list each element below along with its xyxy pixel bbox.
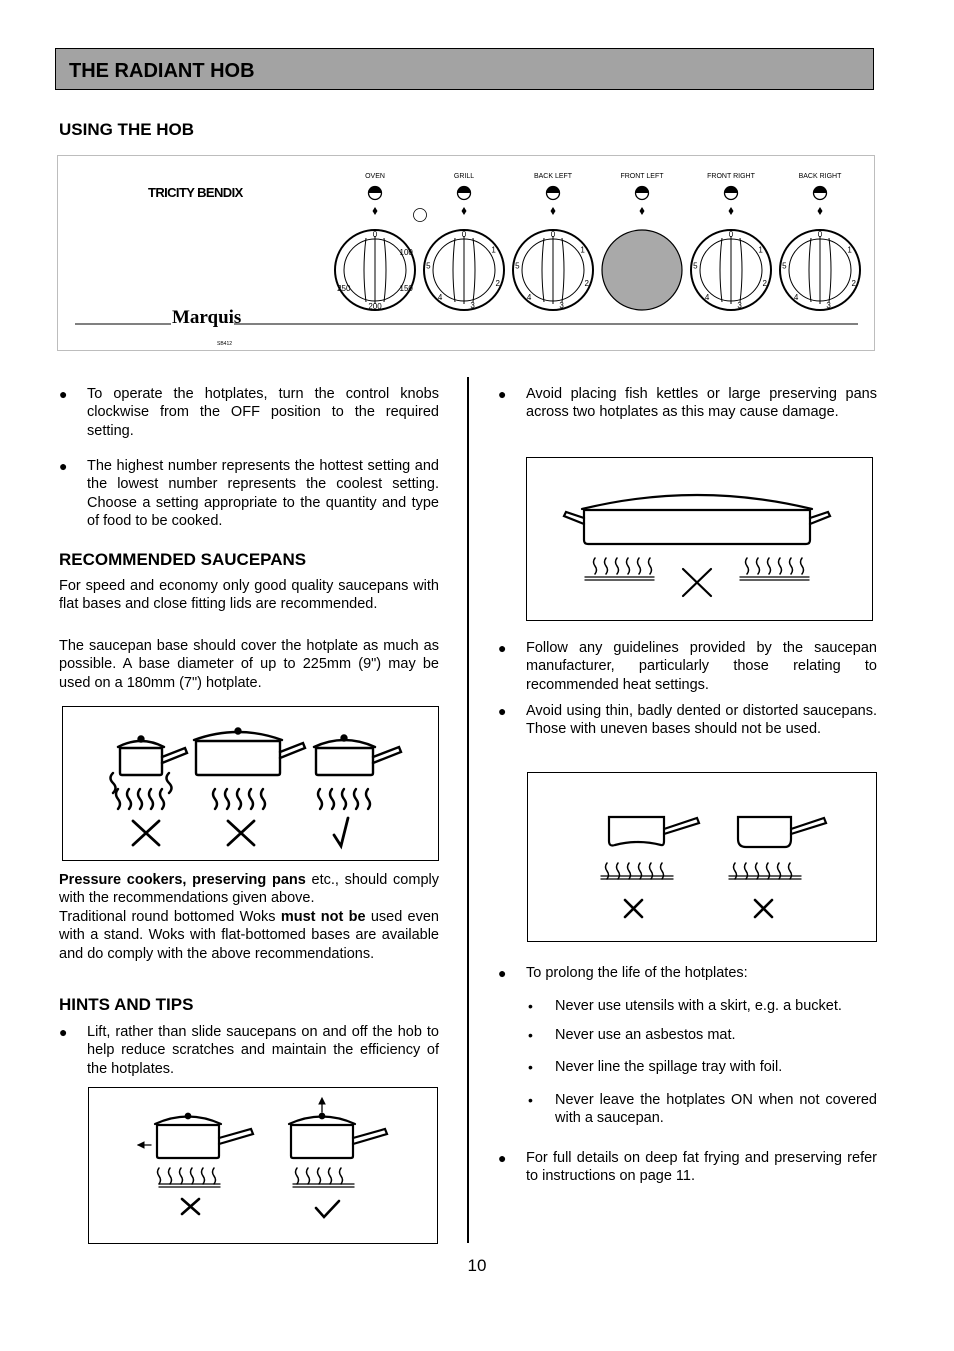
knob-label: BACK RIGHT (798, 173, 842, 180)
bullet-dot: ● (498, 640, 507, 656)
brand-logo: TRICITY BENDIX (148, 185, 243, 200)
bullet-dot: ● (498, 386, 507, 402)
control-panel-illustration (57, 155, 875, 351)
knob-mark: 4 (704, 292, 710, 302)
knob-mark: 4 (526, 292, 532, 302)
bullet-text: Avoid using thin, badly dented or distorted saucepans. Those with uneven bases should not be used. (526, 703, 877, 738)
bullet-highest-number (59, 457, 439, 531)
bullet-text: For full details on deep fat frying and preserving refer to instructions on page 11. (526, 1150, 877, 1185)
title-bar (55, 48, 874, 90)
knob-mark: 4 (793, 292, 799, 302)
bullet-dot: ● (59, 1024, 68, 1040)
knob-mark: 3 (559, 301, 564, 310)
rec-paragraph-1: For speed and economy only good quality saucepans with flat bases and close fitting lids are recommended. (59, 578, 439, 613)
control-panel-drawing (58, 156, 876, 352)
bullet-lift-saucepans (59, 1023, 439, 1078)
sub-bullet-foil (528, 1058, 877, 1076)
knob-mark: 4 (437, 292, 443, 302)
figure-distorted-saucepans-drawing (528, 773, 878, 943)
knob-mark: 5 (782, 261, 787, 271)
knob-mark: 2 (851, 278, 856, 288)
hotplate-symbol-fill (547, 187, 560, 194)
figure-fish-kettle-drawing (527, 458, 874, 622)
sub-bullet-text: Never leave the hotplates ON when not covered with a saucepan. (555, 1092, 877, 1127)
hotplate-symbol-fill (725, 187, 738, 194)
sub-bullet-skirt (528, 997, 877, 1015)
sub-bullet-asbestos (528, 1026, 877, 1044)
heading-recommended-saucepans: RECOMMENDED SAUCEPANS (59, 550, 307, 569)
knob-label: OVEN (365, 173, 385, 180)
bullet-follow-guidelines (498, 639, 877, 694)
knob-mark: 2 (762, 278, 767, 288)
bullet-full-details (498, 1149, 877, 1186)
knob-mark: 1 (758, 245, 763, 255)
knob-mark: 250 (337, 284, 351, 293)
bullet-text: Follow any guidelines provided by the saucepan manufacturer, particularly those relating to recommended heat settings. (526, 640, 877, 693)
model-logo: Marquis (172, 307, 242, 328)
sub-bullet-text: Never line the spillage tray with foil. (555, 1059, 783, 1075)
hotplate-symbol-fill (458, 187, 471, 194)
woks-paragraph (59, 908, 439, 963)
knob-mark: 0 (550, 230, 556, 239)
figure-lift-not-slide (88, 1087, 438, 1244)
knob-label: FRONT RIGHT (707, 173, 755, 180)
figure-saucepan-sizes-drawing (63, 707, 440, 862)
knob-mark: 5 (693, 261, 698, 271)
model-code: SB412 (217, 341, 233, 347)
knob-label: FRONT LEFT (620, 173, 664, 180)
knob-mark: 100 (399, 248, 413, 257)
bullet-dot: ● (498, 703, 507, 719)
sub-bullet-dot: • (528, 998, 533, 1014)
knob-mark: 0 (728, 230, 734, 239)
bullet-dot: ● (59, 386, 68, 402)
knob-pointer-icon (551, 207, 556, 215)
knob-mark: 1 (580, 245, 585, 255)
knob-pointer-icon (818, 207, 823, 215)
page-title: THE RADIANT HOB (69, 60, 255, 82)
bullet-text: The highest number represents the hottest setting and the lowest number represents the coolest setting. Choose a setting appropriate to the quantity and type of food to be cooked. (87, 458, 439, 530)
rec-paragraph-2: The saucepan base should cover the hotplate as much as possible. A base diameter of up to 225mm (9") may be used on a 180mm (7") hotplate. (59, 638, 439, 691)
pressure-cookers-rest: etc., should comply with the recommendations given above. (59, 872, 439, 907)
bullet-dot: ● (498, 965, 507, 981)
knob-mark: 2 (584, 278, 589, 288)
sub-bullet-dot: • (528, 1059, 533, 1075)
bullet-dot: ● (498, 1150, 507, 1166)
hotplate-symbol-fill (636, 187, 649, 194)
page-number: 10 (467, 1256, 487, 1275)
column-divider (467, 377, 469, 1243)
knob-mark: 0 (817, 230, 823, 239)
figure-lift-not-slide-drawing (89, 1088, 439, 1245)
hotplate-symbol-fill (369, 187, 382, 194)
pressure-cookers-bold: Pressure cookers, preserving pans (59, 872, 306, 888)
sub-bullet-hotplates-on (528, 1091, 877, 1128)
sub-bullet-text: Never use an asbestos mat. (555, 1027, 736, 1043)
bullet-operate (59, 385, 439, 440)
bullet-text: Avoid placing fish kettles or large preserving pans across two hotplates as this may cause damage. (526, 386, 877, 421)
woks-bold: must not be (280, 909, 366, 925)
heading-hints-and-tips: HINTS AND TIPS (59, 995, 194, 1014)
knob-mark: 5 (515, 261, 520, 271)
knob-pointer-icon (373, 207, 378, 215)
bullet-prolong-life (498, 964, 877, 982)
knob-front-left[interactable] (602, 230, 682, 310)
bullet-text: Lift, rather than slide saucepans on and off the hob to help reduce scratches and maintain the efficiency of the hotplates. (87, 1024, 439, 1077)
knob-mark: 3 (737, 301, 742, 310)
knob-mark: 5 (426, 261, 431, 271)
knob-mark: 3 (826, 301, 831, 310)
figure-distorted-saucepans (527, 772, 877, 942)
heading-using-the-hob: USING THE HOB (59, 120, 195, 139)
figure-fish-kettle (526, 457, 873, 621)
bullet-dot: ● (59, 458, 68, 474)
knob-mark: 1 (491, 245, 496, 255)
knob-pointer-icon (729, 207, 734, 215)
knob-mark: 0 (372, 230, 378, 239)
woks-text-b: used even with a stand. Woks with flat-bottomed bases are available and do comply with the above recommendations. (59, 909, 439, 962)
knob-mark: 2 (495, 278, 500, 288)
bullet-avoid-thin-saucepans (498, 702, 877, 739)
knob-mark: 1 (847, 245, 852, 255)
sub-bullet-dot: • (528, 1027, 533, 1043)
pressure-cookers-paragraph (59, 871, 439, 908)
knobs-group (335, 173, 860, 311)
knob-mark: 3 (470, 301, 475, 310)
knob-mark: 200 (368, 302, 382, 311)
knob-mark: 150 (399, 284, 413, 293)
hotplate-symbol-fill (814, 187, 827, 194)
knob-label: BACK LEFT (533, 173, 573, 180)
knob-pointer-icon (640, 207, 645, 215)
sub-bullet-dot: • (528, 1092, 533, 1108)
figure-saucepan-sizes (62, 706, 439, 861)
knob-pointer-icon (462, 207, 467, 215)
bullet-text: To prolong the life of the hotplates: (526, 965, 748, 981)
indicator-light (414, 209, 427, 222)
sub-bullet-text: Never use utensils with a skirt, e.g. a bucket. (555, 998, 842, 1014)
bullet-avoid-fish-kettles (498, 385, 877, 422)
knob-mark: 0 (461, 230, 467, 239)
woks-text-a: Traditional round bottomed Woks (59, 909, 281, 925)
bullet-text: To operate the hotplates, turn the control knobs clockwise from the OFF position to the required setting. (87, 386, 439, 439)
knob-label: GRILL (453, 173, 475, 180)
